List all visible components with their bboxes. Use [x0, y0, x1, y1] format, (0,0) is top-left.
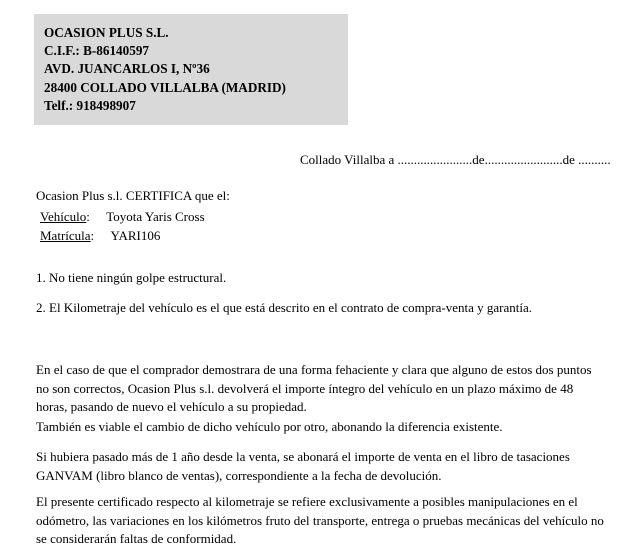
plate-value: YARI106 — [110, 228, 161, 243]
company-phone: Telf.: 918498907 — [44, 97, 136, 113]
place-and-date-line: Collado Villalba a .......................de........................de .......... — [300, 152, 611, 167]
company-street: AVD. JUANCARLOS I, Nº36 — [44, 61, 210, 77]
vehicle-separator: : — [86, 209, 90, 224]
paragraph-refund-terms: En el caso de que el comprador demostrara de una forma fehaciente y clara que alguno de estos dos puntos no son correctos, Ocasion Plus s.l. devolverá el importe íntegro del vehículo en un plazo máximo de 48 horas, pasando de nuevo el vehículo a su propiedad. — [36, 362, 592, 414]
certification-intro: Ocasion Plus s.l. CERTIFICA que el: — [36, 188, 230, 203]
plate-separator: : — [90, 228, 95, 243]
paragraph-vehicle-exchange: También es viable el cambio de dicho vehículo por otro, abonando la diferencia existente. — [36, 419, 503, 434]
vehicle-details — [40, 207, 205, 245]
certified-point-1: 1. No tiene ningún golpe estructural. — [36, 270, 227, 285]
company-letterhead — [34, 14, 348, 125]
plate-label: Matrícula — [40, 228, 91, 243]
vehicle-field-row — [40, 207, 205, 226]
company-city: 28400 COLLADO VILLALBA (MADRID) — [44, 79, 286, 95]
vehicle-value: Toyota Yaris Cross — [106, 209, 205, 224]
paragraph-ganvam-valuation: Si hubiera pasado más de 1 año desde la venta, se abonará el importe de venta en el libro de tasaciones GANVAM (libro blanco de ventas), correspondiente a la fecha de devolución. — [36, 449, 570, 483]
vehicle-label: Vehículo — [40, 209, 87, 224]
paragraph-odometer-scope: El presente certificado respecto al kilometraje se refiere exclusivamente a posibles manipulaciones en el odómetro, las variaciones en los kilómetros fruto del transporte, entrega o pruebas mecánicas del vehículo no se considerarán faltas de conformidad. — [36, 494, 604, 546]
plate-field-row — [40, 226, 205, 245]
company-name: OCASION PLUS S.L. — [44, 25, 169, 40]
company-cif: C.I.F.: B-86140597 — [44, 43, 150, 59]
certified-point-2: 2. El Kilometraje del vehículo es el que está descrito en el contrato de compra-venta y garantía. — [36, 300, 532, 315]
